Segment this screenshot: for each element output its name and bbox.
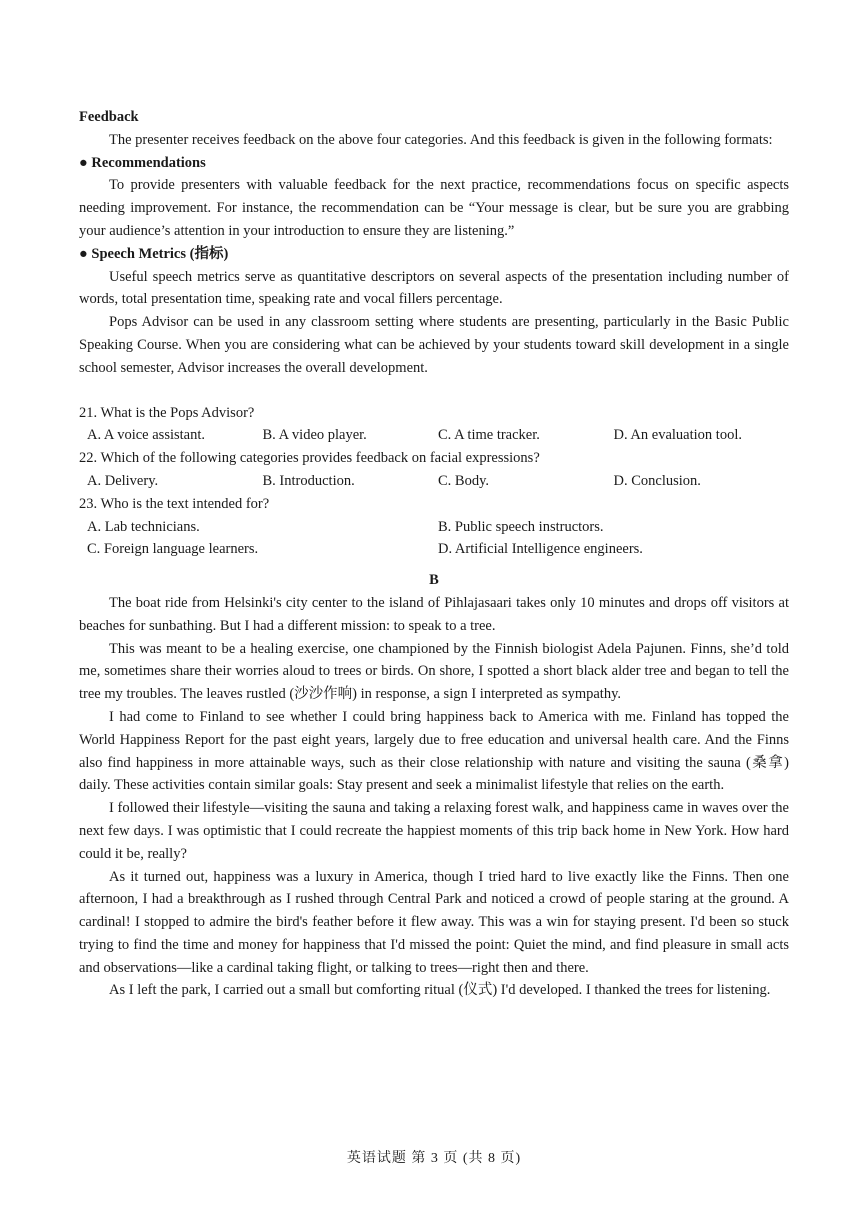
option-b: B. A video player. [262, 427, 367, 444]
feedback-heading: Feedback [79, 109, 139, 125]
passage-paragraph: I had come to Finland to see whether I could bring happiness back to America with me. Finland has topped the World Happiness Report for the past eight years, largely due to free education and universal health care. And the Finns also find happiness in more attainable ways, such as their close relationship with nature and visiting the sauna (桑拿) daily. These activities contain similar goals: Stay present and seek a minimalist lifestyle that relies on the earth. [79, 708, 789, 794]
closing-text: Pops Advisor can be used in any classroom setting where students are presenting, particularly in the Basic Public Speaking Course. When you are considering what can be achieved by your students toward skill development in a single school semester, Advisor increases the overall development. [79, 314, 789, 376]
metrics-heading: ● Speech Metrics (指标) [79, 245, 229, 262]
option-d: D. An evaluation tool. [613, 427, 742, 444]
passage-paragraph: As it turned out, happiness was a luxury in America, though I tried hard to live exactly like the Finns. Then one afternoon, I had a breakthrough as I rushed through Central Park and noticed a crowd of people staring at the ground. A cardinal! I stopped to admire the bird's feather before it flew away. This was a win for staying present. I'd been so stuck trying to find the time and money for happiness that I'd missed the point: Quiet the mind, and find pleasure in small acts and observations—like a cardinal taking flight, or talking to trees—right then and there. [79, 868, 789, 976]
options-row [79, 516, 789, 539]
question-stem: 23. Who is the text intended for? [79, 495, 270, 512]
question-stem: 22. Which of the following categories provides feedback on facial expressions? [79, 450, 540, 467]
exam-page [79, 106, 789, 1002]
option-a: A. Delivery. [87, 472, 159, 489]
question-stem: 21. What is the Pops Advisor? [79, 404, 255, 421]
recommendations-text: To provide presenters with valuable feedback for the next practice, recommendations focus on specific aspects needing improvement. For instance, the recommendation can be “Your message is clear, but be sure you are grabbing your audience’s attention in your introduction to ensure they are listening.” [79, 177, 789, 239]
option-b: B. Public speech instructors. [438, 518, 604, 535]
passage-paragraph: I followed their lifestyle—visiting the sauna and taking a relaxing forest walk, and happiness came in waves over the next few days. I was optimistic that I could recreate the happiest moments of this trip back home in New York. How hard could it be, really? [79, 800, 789, 862]
passage-paragraph: This was meant to be a healing exercise, one championed by the Finnish biologist Adela Pajunen. Finns, she’d told me, sometimes share their worries aloud to trees or birds. On shore, I spotted a short black alder tree and began to tell the tree my troubles. The leaves rustled (沙沙作响) in response, a sign I interpreted as sympathy. [79, 640, 789, 703]
option-a: A. A voice assistant. [87, 427, 206, 444]
option-d: D. Conclusion. [613, 472, 701, 489]
option-c: C. Foreign language learners. [87, 541, 259, 558]
option-c: C. Body. [438, 472, 490, 489]
options-row [79, 470, 789, 493]
option-d: D. Artificial Intelligence engineers. [438, 541, 643, 558]
option-b: B. Introduction. [262, 472, 355, 489]
option-a: A. Lab technicians. [87, 518, 200, 535]
question-23 [79, 493, 789, 561]
option-c: C. A time tracker. [438, 427, 540, 444]
feedback-intro: The presenter receives feedback on the above four categories. And this feedback is given in the following formats: [109, 131, 773, 148]
section-b-label: B [429, 572, 439, 589]
recommendations-heading: ● Recommendations [79, 154, 206, 171]
passage-paragraph: The boat ride from Helsinki's city center to the island of Pihlajasaari takes only 10 minutes and drops off visitors at beaches for sunbathing. But I had a different mission: to speak to a tree. [79, 594, 789, 634]
options-row [79, 538, 789, 561]
metrics-text: Useful speech metrics serve as quantitative descriptors on several aspects of the presentation including number of words, total presentation time, speaking rate and vocal fillers percentage. [79, 268, 789, 308]
options-row [79, 424, 789, 447]
passage-paragraph: As I left the park, I carried out a small but comforting ritual (仪式) I'd developed. I thanked the trees for listening. [109, 982, 771, 999]
question-22 [79, 447, 789, 493]
question-21 [79, 402, 789, 448]
page-footer: 英语试题 第 3 页 (共 8 页) [346, 1151, 522, 1166]
